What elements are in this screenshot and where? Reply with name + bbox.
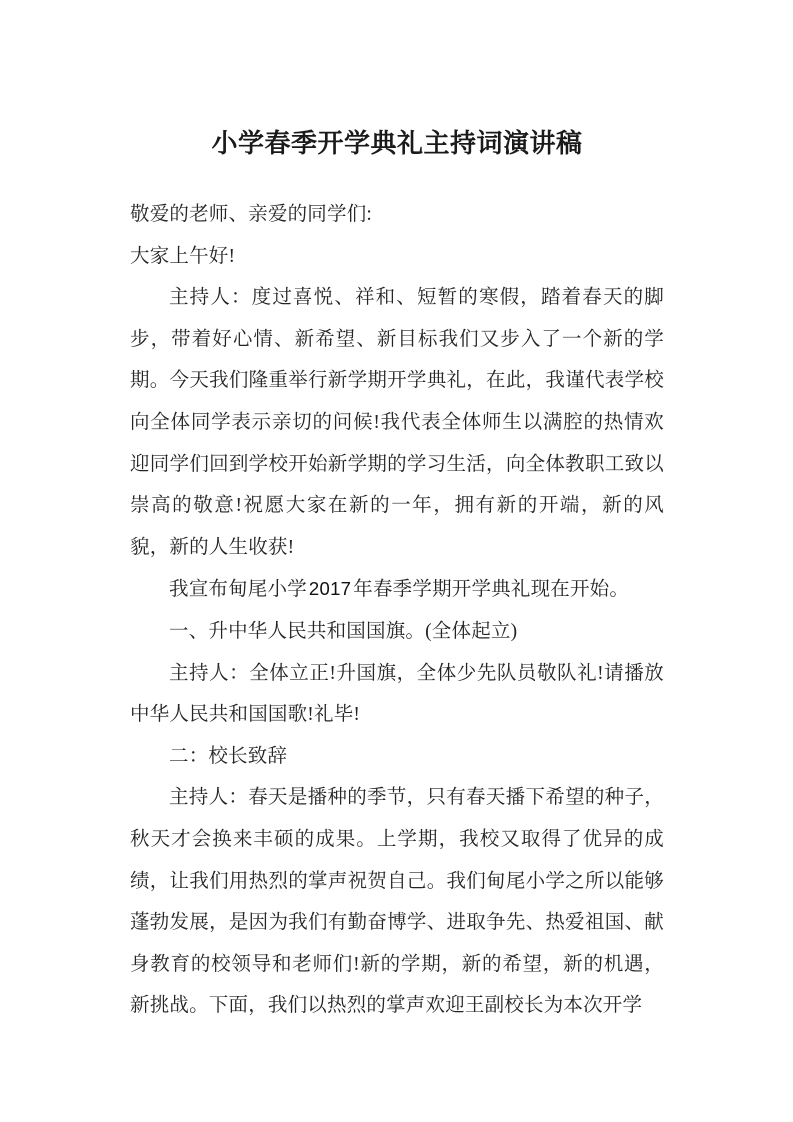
paragraph-list: [130, 194, 664, 1027]
heading-section-one: 一、升中华人民共和国国旗。(全体起立): [169, 620, 518, 642]
paragraph-host-principal: 主持人：春天是播种的季节，只有春天播下希望的种子，秋天才会换来丰硕的成果。上学期，我校又取得了优异的成绩，让我们用热烈的掌声祝贺自己。我们甸尾小学之所以能够蓬勃发展，是因为我们有勤奋博学、进取争先、热爱祖国、献身教育的校领导和老师们!新的学期，新的希望，新的机遇，新挑战。下面，我们以热烈的掌声欢迎王副校长为本次开学: [130, 787, 664, 1017]
paragraph-host-flag: 主持人：全体立正!升国旗，全体少先队员敬队礼!请播放中华人民共和国国歌!礼毕!: [130, 662, 664, 726]
paragraph-salutation: 敬爱的老师、亲爱的同学们:: [130, 204, 373, 225]
announcement-text-after: 年春季学期开学典礼现在开始。: [353, 579, 630, 601]
heading-section-two: 二：校长致辞: [169, 745, 288, 767]
page-title: 小学春季开学典礼主持词演讲稿: [211, 129, 583, 158]
announcement-text-before: 我宣布甸尾小学: [169, 579, 307, 601]
paragraph-host-opening: 主持人：度过喜悦、祥和、短暂的寒假，踏着春天的脚步，带着好心情、新希望、新目标我们又步入了一个新的学期。今天我们隆重举行新学期开学典礼，在此，我谨代表学校向全体同学表示亲切的问候!我代表全体师生以满腔的热情欢迎同学们回到学校开始新学期的学习生活，向全体教职工致以崇高的敬意!祝愿大家在新的一年，拥有新的开端，新的风貌，新的人生收获!: [130, 287, 664, 558]
paragraph-announcement: [130, 568, 664, 611]
announcement-year: 2017: [308, 578, 352, 600]
paragraph-greeting: 大家上午好!: [130, 245, 236, 267]
